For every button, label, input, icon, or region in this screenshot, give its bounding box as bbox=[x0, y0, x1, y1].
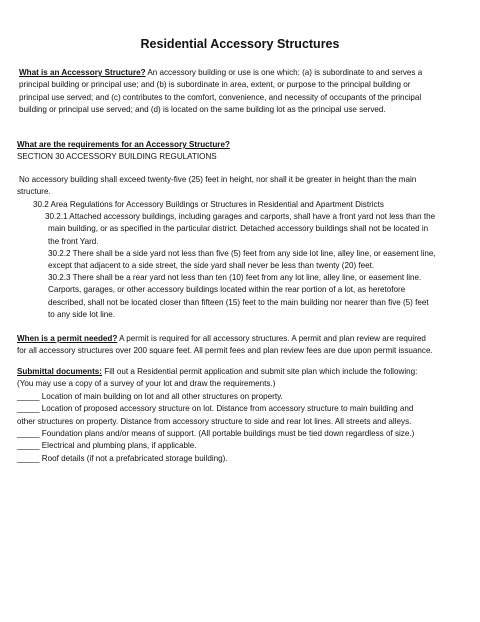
definition-line: building or principal use served; and (d) is located on the same building lot as the principal use served. bbox=[19, 105, 386, 115]
checklist-item: _____ Roof details (if not a prefabricated storage building). bbox=[17, 453, 228, 463]
regulation-30-2-2 bbox=[48, 248, 436, 273]
regulation-line: main building, or as specified in the particular district. Detached accessory buildings shall not be located in bbox=[48, 224, 429, 234]
submittal-heading: Submittal documents: bbox=[17, 367, 102, 376]
submittal-text: Fill out a Residential permit application and submit site plan which include the following: bbox=[102, 367, 418, 376]
permit-text: A permit is required for all accessory structures. A permit and plan review are required bbox=[117, 334, 426, 343]
requirements-section bbox=[17, 139, 230, 164]
regulation-line: described, shall not be located closer than fifteen (15) feet to the main building nor nearer than five (5) feet bbox=[48, 297, 429, 307]
definition-text: An accessory building or use is one which: (a) is subordinate to and serves a bbox=[145, 68, 423, 77]
accessory-structure-definition bbox=[19, 67, 422, 117]
height-regulation bbox=[17, 174, 416, 199]
height-regulation-line: structure. bbox=[17, 187, 51, 197]
definition-line: principal building or principal use; and (b) is subordinate in area, extent, or purpose to the principal building or bbox=[19, 80, 411, 90]
height-regulation-line: No accessory building shall exceed twenty-five (25) feet in height, nor shall it be greater in height than the main bbox=[19, 175, 417, 184]
checklist-item: _____ Location of proposed accessory structure on lot. Distance from accessory structure to main building and bbox=[17, 404, 414, 414]
regulation-line: 30.2.1 Attached accessory buildings, including garages and carports, shall have a front yard not less than the bbox=[45, 212, 436, 221]
regulation-30-2-1 bbox=[32, 211, 435, 248]
page-title: Residential Accessory Structures bbox=[140, 37, 340, 51]
regulation-line: the front Yard. bbox=[48, 236, 99, 246]
permit-section bbox=[17, 333, 433, 358]
regulation-30-2-3 bbox=[48, 272, 429, 322]
definition-heading: What is an Accessory Structure? bbox=[19, 68, 146, 77]
requirements-heading: What are the requirements for an Accessory Structure? bbox=[17, 140, 230, 149]
permit-line: for all accessory structures over 200 square feet. All permit fees and plan review fees are due upon permit issuance. bbox=[17, 346, 433, 356]
checklist-item: _____ Location of main building on lot and all other structures on property. bbox=[17, 391, 283, 401]
regulation-line: 30.2.2 There shall be a side yard not less than five (5) feet from any side lot line, alley line, or easement line, bbox=[48, 249, 436, 258]
checklist-item-continuation: other structures on property. Distance from accessory structure to side and rear lot lines. All streets and alleys. bbox=[17, 416, 412, 426]
section-30-title: SECTION 30 ACCESSORY BUILDING REGULATIONS bbox=[17, 152, 217, 162]
regulation-line: 30.2.3 There shall be a rear yard not less than ten (10) feet from any lot line, alley line, or easement line. bbox=[48, 273, 422, 282]
regulation-30-2: 30.2 Area Regulations for Accessory Buildings or Structures in Residential and Apartment Districts bbox=[33, 200, 384, 209]
permit-heading: When is a permit needed? bbox=[17, 334, 118, 343]
definition-line: principal use served; and (c) contributes to the comfort, convenience, and necessity of occupants of the principal bbox=[19, 92, 422, 102]
submittal-note: (You may use a copy of a survey of your lot and draw the requirements.) bbox=[17, 379, 276, 389]
regulation-line: to any side lot line. bbox=[48, 310, 116, 320]
regulation-line: except that adjacent to a side street, the side yard shall never be less than twenty (20) feet. bbox=[48, 261, 375, 271]
regulation-line: Carports, garages, or other accessory buildings located within the rear portion of a lot, as heretofore bbox=[48, 285, 406, 295]
checklist-item: _____ Electrical and plumbing plans, if applicable. bbox=[17, 441, 197, 451]
checklist-item: _____ Foundation plans and/or means of support. (All portable buildings must be tied down regardless of size.) bbox=[17, 429, 415, 439]
submittal-section bbox=[17, 366, 417, 465]
